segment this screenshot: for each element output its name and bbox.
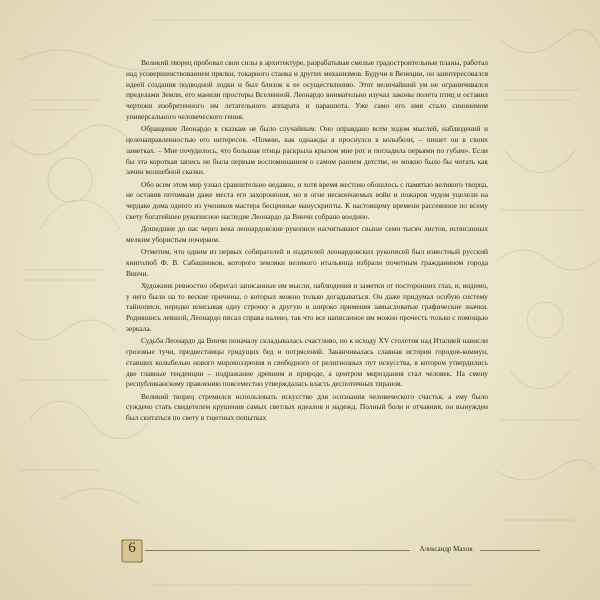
- paragraph: Обо всем этом мир узнал сравнительно недавно, и хотя время жестоко обошлось с памятью великого творца, не оставив потомкам даже места его захоронения, но в огне нескончаемых войн и пожаров чудом уцелели на чердаке дома одного из учеников мастера бесценные манускрипты. К настоящему времени рассеянное по всему свету богатейшее рукописное наследие Леонардо да Винчи собрано воедино.: [126, 179, 488, 221]
- footer-rule: [480, 550, 540, 551]
- paragraph: Обращение Леонардо к сказкам не было случайным. Оно оправдано всем ходом мыслей, наблюдений и целенаправленностью его интересов. «Помню, как однажды я проснулся в колыбели, – пишет он в своих заметках. – Мне почудилось, что большая птица раскрыла крылом мне рот и погладила перьями по губам». Если бы эта короткая запись не была первым воспоминанием о самом раннем детстве, ее можно было бы читать как зачин волшебной сказки.: [126, 124, 488, 177]
- article-body: [126, 58, 488, 425]
- page-number: 6: [128, 540, 136, 556]
- paragraph: Художник ревностно оберегал записанные им мысли, наблюдения и заметки от посторонних глаз, и, видимо, у него были на то веские причины, о которых можно только догадываться. Он даже придумал особую систему тайнописи, нередко вписывая одну строчку в другую и широко применяя замысловатые графические значки. Родившись левшой, Леонардо писал справа налево, так что все написанное им можно прочесть только с помощью зеркала.: [126, 280, 488, 334]
- paragraph: Судьба Леонардо да Винчи поначалу складывалась счастливо, но к исходу XV столетия над Италией нависли грозовые тучи, предвестницы грядущих бед и потрясений. Заканчивалась славная история городов-коммун, ставших колыбелью нового мировоззрения и свободного от религиозных пут искусства, в котором утвердились две главные тенденции – подражание древним и природе, а центром мироздания стал человек. На смену республиканскому правлению повсеместно утверждалась власть деспотичных тиранов.: [126, 336, 488, 389]
- paragraph: Дошедшие до нас через века леонардовские рукописи насчитывают свыше семи тысяч листов, исписанных мелким убористым почерком.: [126, 224, 488, 244]
- footer-rule: [145, 550, 410, 551]
- paragraph: Отметим, что одним из первых собирателей и издателей леонардовских рукописей был известный русский книголюб Ф. В. Сабашников, которого земляки великого итальянца избрали почетным гражданином города Винчи.: [126, 247, 488, 278]
- author-name: Александр Махов: [419, 545, 473, 553]
- paragraph: Великий творец стремился использовать искусство для осознания человеческого счастья, а ему было суждено стать свидетелем крушения самых светлых идеалов и надежд. Полный боли и отчаяния, он вынужден был скитаться по свету в тщетных попытках: [126, 391, 488, 423]
- paragraph: Великий творец пробовал свои силы в архитектуре, разрабатывая смелые градостроительные планы, работал над усовершенствованием прялки, токарного станка и других механизмов. Будучи в Венеции, он заинтересовался идеей создания подводной лодки и был близок к ее осуществлению. Этот величайший ум не ограничивался пределами Земли, его манили просторы Вселенной. Леонардо внимательно изучал законы полета птиц и оставил чертежи изобретенного им летательного аппарата и парашюта. Уже само его имя стало синонимом универсального человеческого гения.: [126, 58, 488, 121]
